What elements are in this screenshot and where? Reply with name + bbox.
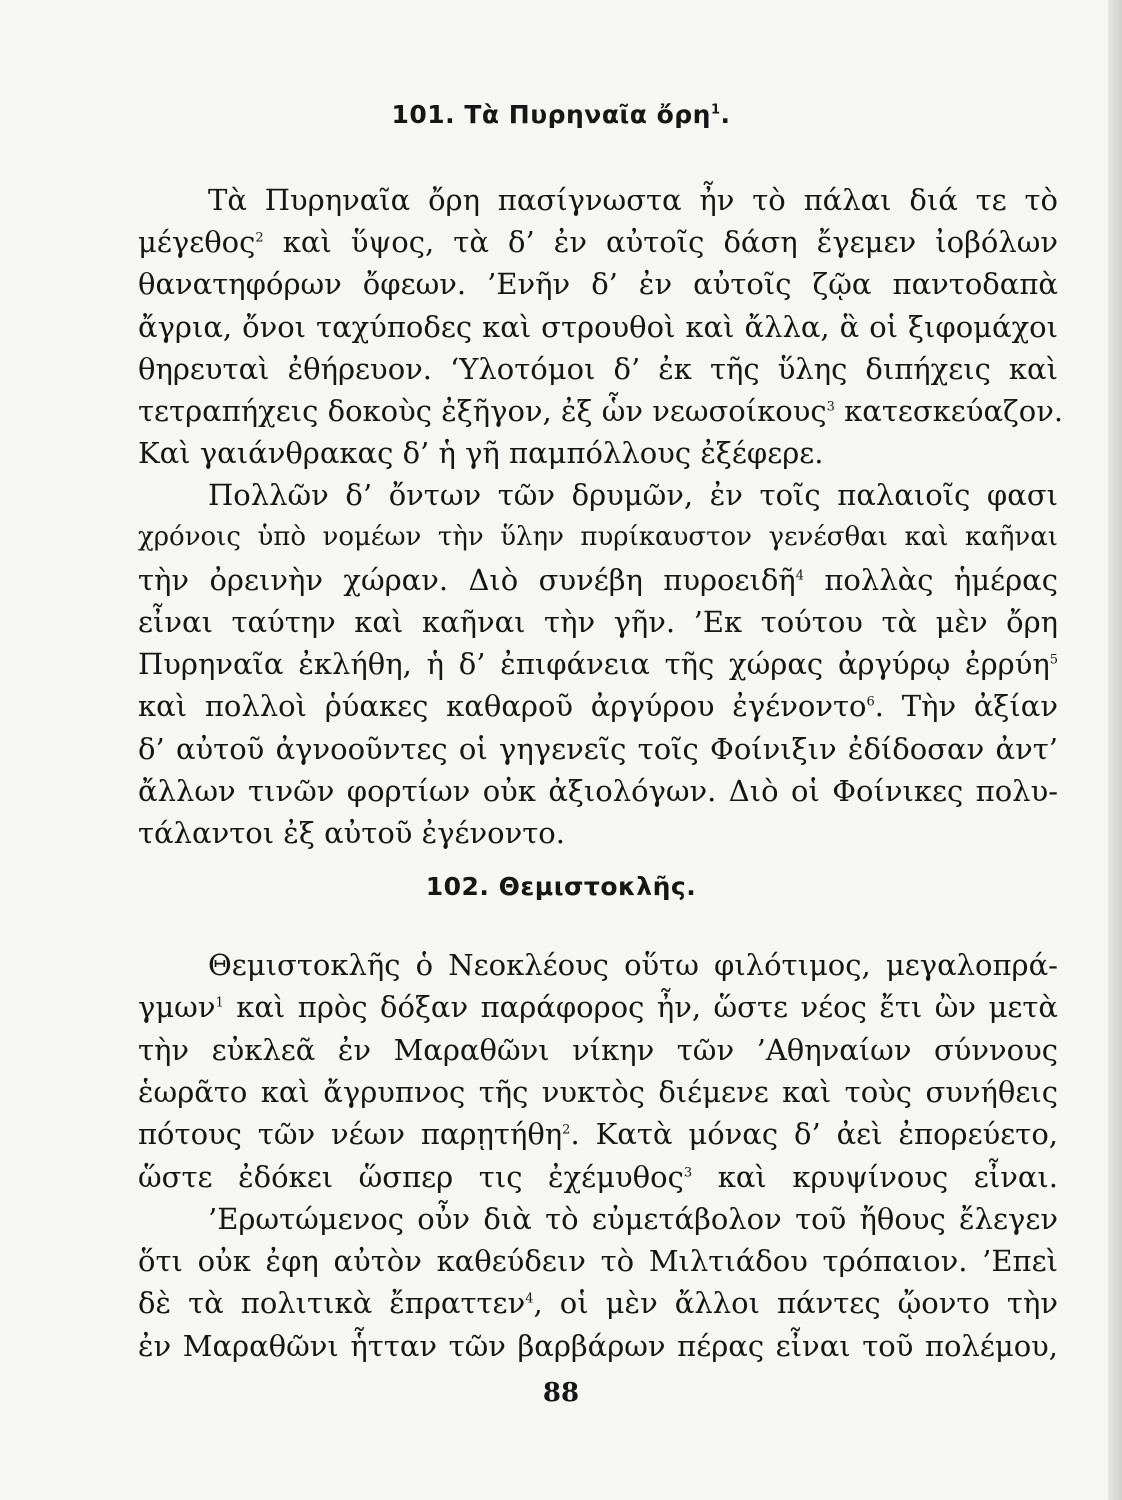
text-segment: χρόνοις ὑπὸ νομέων τὴν ὕλην πυρίκαυστον γενέσθαι καὶ καῆναι xyxy=(138,521,1058,552)
page-edge-shadow xyxy=(1108,0,1122,1500)
text-line xyxy=(138,647,1058,682)
footnote-marker: 2 xyxy=(562,1122,571,1138)
text-line xyxy=(138,562,1058,597)
text-line xyxy=(138,225,1058,260)
footnote-marker: 1 xyxy=(215,995,224,1011)
text-line xyxy=(208,183,1058,217)
text-segment: πότους τῶν νέων παρῃτήθη xyxy=(138,1117,563,1152)
text-line xyxy=(138,1159,1058,1194)
text-segment: ὅτι οὐκ ἐφη αὐτὸν καθεύδειν τὸ Μιλτιάδου τρόπαιον. ’Επεὶ xyxy=(138,1244,1058,1279)
text-line xyxy=(138,521,1058,552)
text-segment: τὴν ὀρεινὴν χώραν. Διὸ συνέβη πυροειδῆ xyxy=(138,562,796,597)
text-segment: δὲ τὰ πολιτικὰ ἔπραττεν xyxy=(138,1286,526,1321)
text-segment: θανατηφόρων ὄφεων. ’Ενῆν δ’ ἐν αὐτοῖς ζῷα παντοδαπὰ xyxy=(138,267,1058,302)
text-segment: καὶ πρὸς δόξαν παράφορος ἦν, ὥστε νέος ἔτι ὢν μετὰ xyxy=(223,990,1058,1025)
text-segment: ’Ερωτώμενος οὖν διὰ τὸ εὐμετάβολον τοῦ ἤθους ἔλεγεν xyxy=(208,1201,1058,1236)
footnote-marker: 3 xyxy=(683,1164,693,1180)
text-line xyxy=(138,689,1058,724)
text-line xyxy=(138,773,1058,808)
text-line xyxy=(138,309,1058,344)
text-segment: ἐν Μαραθῶνι ἧτταν τῶν βαρβάρων πέρας εἶναι τοῦ πολέμου, xyxy=(138,1328,1058,1363)
text-segment: . Τὴν ἀξίαν xyxy=(874,689,1058,724)
text-segment: δ’ αὐτοῦ ἀγνοοῦντες οἱ γηγενεῖς τοῖς Φοίνιξιν ἐδίδοσαν ἀντ’ xyxy=(138,731,1058,766)
text-line xyxy=(208,1201,1058,1236)
text-segment: . Κατὰ μόνας δ’ ἀεὶ ἐπορεύετο, xyxy=(570,1117,1058,1152)
text-segment: θηρευταὶ ἐθήρευον. ‘Υλοτόμοι δ’ ἐκ τῆς ὕλης διπήχεις καὶ xyxy=(138,351,1058,386)
text-line xyxy=(138,1244,1058,1279)
page-number: 88 xyxy=(542,1378,580,1408)
text-segment: Τὰ Πυρηναῖα ὄρη πασίγνωστα ἦν τὸ πάλαι διά τε τὸ xyxy=(208,183,1058,217)
text-segment: Πολλῶν δ’ ὄντων τῶν δρυμῶν, ἐν τοῖς παλαιοῖς φασι xyxy=(208,478,1058,513)
footnote-marker: 5 xyxy=(1049,652,1058,668)
text-line xyxy=(138,731,1058,766)
text-segment: μέγεθος xyxy=(138,225,256,260)
text-line xyxy=(138,990,1058,1025)
section-number: 101. xyxy=(391,100,456,129)
text-line xyxy=(138,816,1058,850)
text-segment: καὶ πολλοὶ ῥύακες καθαροῦ ἀργύρου ἐγένοντο xyxy=(138,689,867,724)
section-heading-101: 101. Τὰ Πυρηναῖα ὄρη$^1$. xyxy=(391,100,731,129)
text-segment: ἑωρᾶτο καὶ ἄγρυπνος τῆς νυκτὸς διέμενε καὶ τοὺς συνήθεις xyxy=(138,1074,1058,1109)
text-segment: , οἱ μὲν ἄλλοι πάντες ᾤοντο τὴν xyxy=(533,1286,1058,1321)
text-segment: πολλὰς ἡμέρας xyxy=(803,562,1058,597)
text-line xyxy=(138,1286,1058,1321)
section-number: 102. xyxy=(425,872,490,901)
text-segment: κατεσκεύαζον. xyxy=(834,394,1064,428)
text-line xyxy=(138,605,1058,639)
text-segment: καὶ ὕψος, τὰ δ’ ἐν αὐτοῖς δάση ἔγεμεν ἰοβόλων xyxy=(263,225,1058,260)
text-segment: γμων xyxy=(138,990,216,1025)
text-segment: Θεμιστοκλῆς ὁ Νεοκλέους οὕτω φιλότιμος, μεγαλοπρά- xyxy=(208,948,1058,982)
footnote-marker: 6 xyxy=(866,694,875,710)
text-line xyxy=(138,1117,1058,1152)
text-segment: Καὶ γαιάνθρακας δ’ ἡ γῆ παμπόλλους ἐξέφερε. xyxy=(138,436,824,471)
footnote-marker: 3 xyxy=(826,399,835,415)
text-line xyxy=(208,948,1058,982)
text-line xyxy=(208,478,1058,513)
text-line xyxy=(138,1074,1058,1109)
footnote-marker: 4 xyxy=(525,1291,534,1307)
text-segment: καὶ κρυψίνους εἶναι. xyxy=(692,1159,1058,1194)
text-segment: Πυρηναῖα ἐκλήθη, ἡ δ’ ἐπιφάνεια τῆς χώρας ἀργύρῳ ἐρρύη xyxy=(138,647,1050,682)
text-line xyxy=(138,1328,1058,1363)
text-segment: ἄγρια, ὄνοι ταχύποδες καὶ στρουθοὶ καὶ ἄλλα, ἃ οἱ ξιφομάχοι xyxy=(138,309,1058,344)
text-line xyxy=(138,1032,1058,1067)
text-segment: τάλαντοι ἐξ αὐτοῦ ἐγένοντο. xyxy=(138,816,565,850)
text-line xyxy=(138,436,1058,471)
section-title: Θεμιστοκλῆς. xyxy=(498,872,697,901)
text-line xyxy=(138,394,1064,428)
text-line xyxy=(138,267,1058,302)
text-segment: ἄλλων τινῶν φορτίων οὐκ ἀξιολόγων. Διὸ οἱ Φοίνικες πολυ- xyxy=(138,773,1058,808)
footnote-marker: 2 xyxy=(255,230,264,246)
section-heading-102 xyxy=(0,872,1122,901)
text-line xyxy=(138,351,1058,386)
section-title: Τὰ Πυρηναῖα ὄρη xyxy=(464,100,711,129)
text-segment: τετραπήχεις δοκοὺς ἐξῆγον, ἐξ ὧν νεωσοίκους xyxy=(138,394,827,428)
footnote-marker: 4 xyxy=(795,568,804,584)
text-segment: εἶναι ταύτην καὶ καῆναι τὴν γῆν. ’Εκ τούτου τὰ μὲν ὄρη xyxy=(138,605,1058,639)
text-segment: τὴν εὐκλεᾶ ἐν Μαραθῶνι νίκην τῶν ’Αθηναίων σύννους xyxy=(138,1032,1058,1067)
footnote-marker: 1 xyxy=(710,102,721,118)
text-segment: ὥστε ἐδόκει ὥσπερ τις ἐχέμυθος xyxy=(138,1159,684,1194)
